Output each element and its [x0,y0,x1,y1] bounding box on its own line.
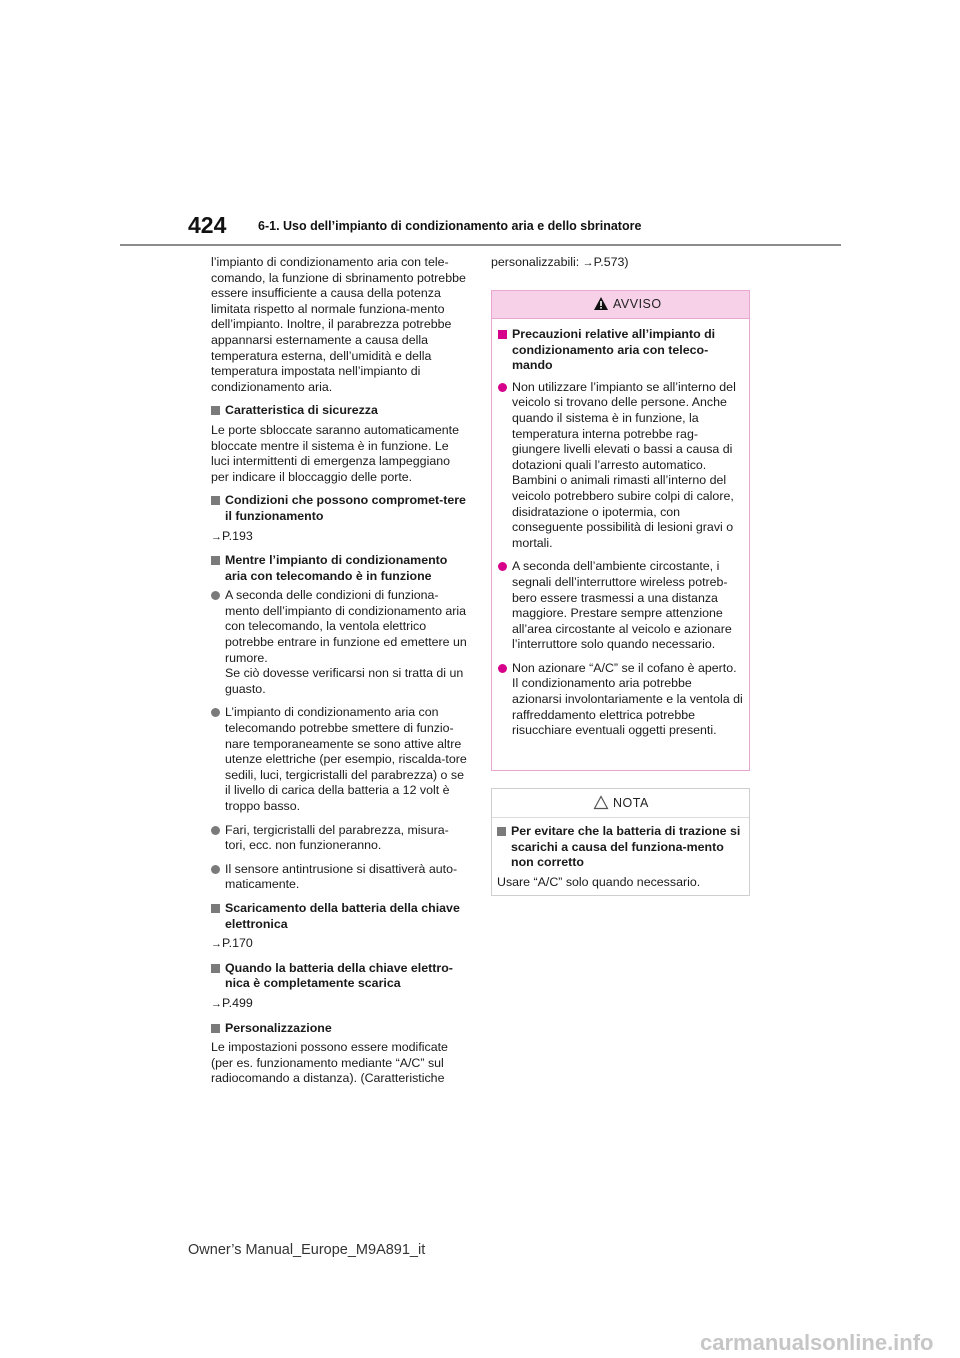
section-title: 6-1. Uso dell’impianto di condizionamento aria e dello sbrinatore [258,219,642,233]
arrow-right-icon: → [211,530,222,543]
caution-outline-icon [593,795,609,810]
circle-bullet-icon [211,865,220,874]
list-item-text: A seconda dell’ambiente circostante, i segnali dell’interruttore wireless potreb-bero essere trasmessi a una distanza maggiore. Prestare sempre attenzione all’area circostante al veicolo e azionare l’interruttore solo quando necessario. [512,559,732,652]
square-bullet-icon [211,964,220,973]
continuation-ref[interactable]: P.573) [593,255,629,269]
warning-header [492,291,749,319]
continuation-text: personalizzabili: [491,255,583,269]
square-bullet-icon [497,827,506,836]
warning-body [492,319,749,739]
square-bullet-icon [211,904,220,913]
ref-text: P.499 [222,995,253,1010]
circle-bullet-icon [211,708,220,717]
list-item [211,588,467,697]
left-column [211,255,467,1095]
note-header [492,789,749,818]
heading-key-dead [211,961,467,992]
customization-paragraph: Le impostazioni possono essere modificate (per es. funzionamento mediante “A/C” sul radiocomando a distanza). (Caratteristiche [211,1040,448,1086]
list-item-text: Se ciò dovesse verificarsi non si tratta di un guasto. [225,666,464,696]
heading-key-battery [211,901,467,932]
list-item-text: Il sensore antintrusione si disattiverà auto-maticamente. [225,861,458,892]
warning-triangle-icon [593,296,609,311]
warning-heading [498,327,743,374]
square-bullet-icon [211,1024,220,1033]
warning-heading-text: Precauzioni relative all’impianto di condizionamento aria con teleco-mando [512,327,716,373]
circle-bullet-icon [498,664,507,673]
list-item-text: Non azionare “A/C” se il cofano è aperto. Il condizionamento aria potrebbe azionarsi involontariamente e la ventola di raffreddamento elettrica potrebbe risucchiare eventuali oggetti presenti. [512,660,743,738]
warning-label: AVVISO [613,297,662,311]
circle-bullet-icon [498,383,507,392]
list-item [498,380,743,552]
note-text: Usare “A/C” solo quando necessario. [497,874,701,889]
list-item-text: Fari, tergicristalli del parabrezza, misura-tori, ecc. non funzioneranno. [225,822,449,853]
header-divider [120,244,841,246]
heading-key-dead-text: Quando la batteria della chiave elettro-nica è completamente scarica [225,960,453,991]
heading-safety-text: Caratteristica di sicurezza [225,403,378,418]
square-bullet-icon [211,496,220,505]
note-heading-text: Per evitare che la batteria di trazione si scarichi a causa del funziona-mento non corretto [511,824,741,870]
arrow-right-icon: → [211,997,222,1010]
heading-safety [211,403,467,419]
arrow-right-icon: → [582,257,594,269]
heading-operation-text: Mentre l’impianto di condizionamento aria con telecomando è in funzione [225,553,448,583]
safety-paragraph: Le porte sbloccate saranno automaticamente bloccate mentre il sistema è in funzione. Le luci intermittenti di emergenza lampeggiano per indicare il bloccaggio delle porte. [211,422,459,484]
circle-bullet-icon [211,826,220,835]
list-item-text: A seconda delle condizioni di funziona-mento dell’impianto di condizionamento aria con telecomando, la ventola elettrico potrebbe entrare in funzione ed emettere un rumore. [225,588,467,665]
heading-key-battery-text: Scaricamento della batteria della chiave elettronica [225,900,460,931]
manual-id: Owner’s Manual_Europe_M9A891_it [188,1242,426,1258]
page-reference-link[interactable] [211,936,467,953]
right-column-continuation [491,255,751,272]
list-item [498,559,743,653]
list-item-text: Non utilizzare l’impianto se all’interno del veicolo si trovano delle persone. Anche quando il sistema è in funzione, la temperatura interna potrebbe rag-giungere livelli elevati o bassi a causa di dotazioni quali l’arresto automatico. Bambini o animali rimasti all’interno del veicolo potrebbero subire colpi di calore, disidratazione o ipotermia, con conseguente possibilità di lesioni gravi o mortali. [512,379,736,550]
heading-customization [211,1021,467,1037]
circle-bullet-icon [211,591,220,600]
square-bullet-icon [211,406,220,415]
arrow-right-icon: → [211,938,222,951]
page-reference-link[interactable] [211,529,467,546]
watermark: carmanualsonline.info [700,1330,934,1355]
heading-customization-text: Personalizzazione [225,1020,332,1035]
heading-operation [211,553,467,584]
ref-text: P.170 [222,936,253,951]
list-item [211,705,467,814]
square-bullet-icon [498,330,507,339]
list-item-text: L’impianto di condizionamento aria con telecomando potrebbe smettere di funzio-nare temporaneamente se sono attive altre utenze elettriche (per esempio, riscalda-tore sedili, luci, tergicristalli del parabrezza) o se il livello di carica della batteria a 12 volt è troppo basso. [225,705,467,813]
intro-paragraph: l’impianto di condizionamento aria con tele-comando, la funzione di sbrinamento potrebbe essere insufficiente a causa della potenza limitata rispetto al normale funziona-mento dell’impianto. Inoltre, il parabrezza potrebbe appannarsi esternamente a causa della temperatura esterna, dell’umidità e della temperatura impostata nell’impianto di condizionamento aria. [211,255,466,394]
square-bullet-icon [211,556,220,565]
note-body [492,818,749,890]
note-heading [497,824,744,871]
note-box [491,788,750,896]
list-item [211,862,467,893]
heading-conditions-text: Condizioni che possono compromet-tere il funzionamento [225,493,466,523]
note-label: NOTA [613,796,649,810]
warning-box [491,290,750,771]
heading-conditions [211,493,467,524]
list-item [498,661,743,739]
circle-bullet-icon [498,562,507,571]
page-number: 424 [188,212,227,238]
page-reference-link[interactable] [211,996,467,1013]
ref-text: P.193 [222,528,253,543]
list-item [211,823,467,854]
